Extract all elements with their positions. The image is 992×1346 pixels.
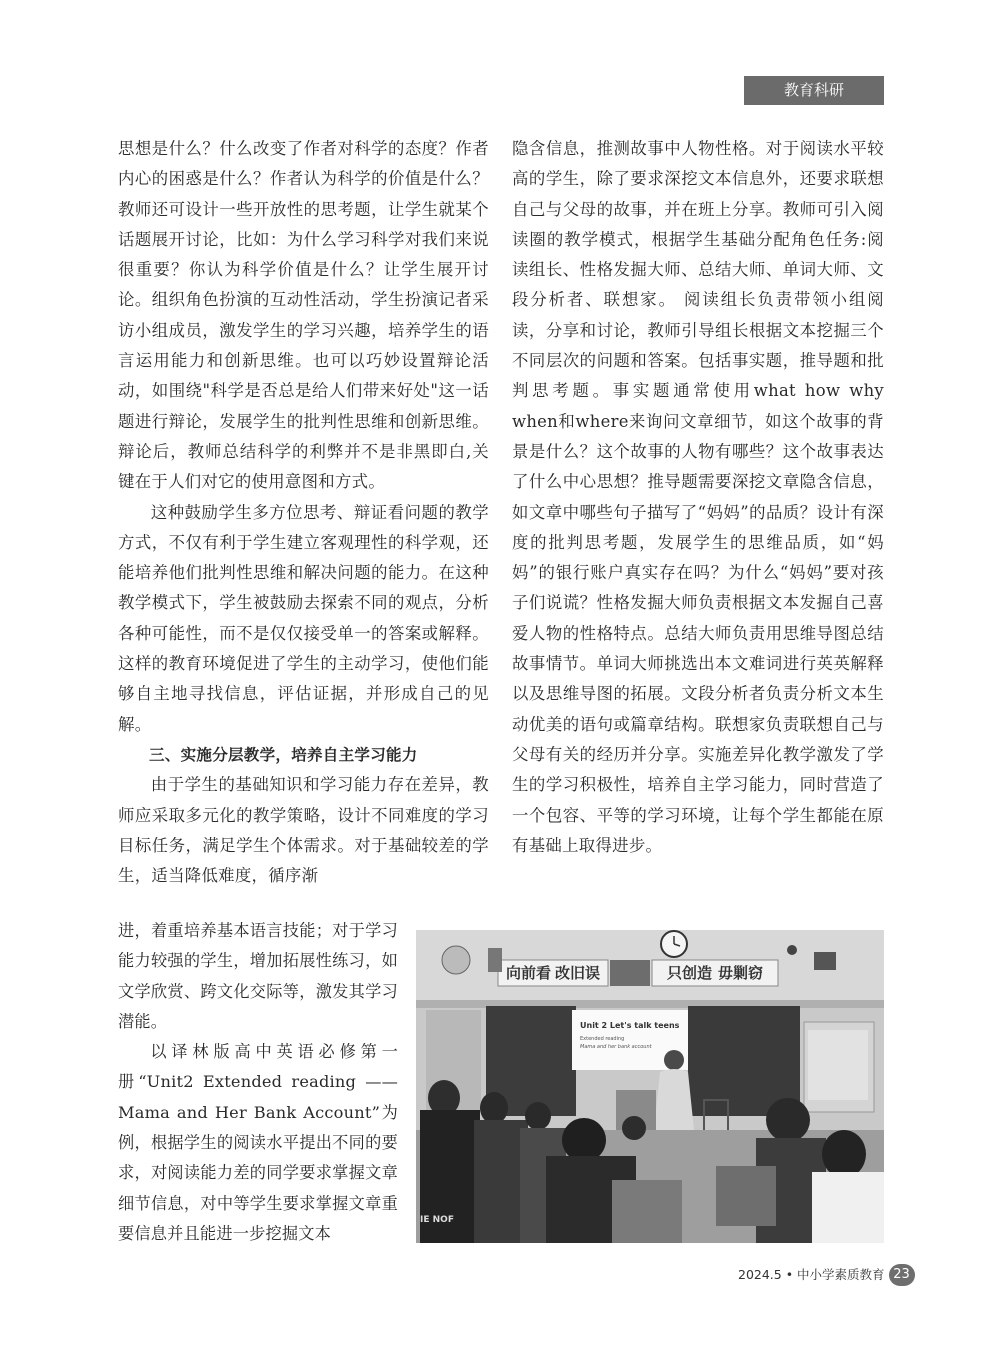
paragraph: 思想是什么？什么改变了作者对科学的态度？作者内心的困惑是什么？作者认为科学的价值是什么？教师还可设计一些开放性的思考题，让学生就某个话题展开讨论，比如：为什么学习科学对我们来说很重要？你认为科学价值是什么？让学生展开讨论。组织角色扮演的互动性活动，学生扮演记者采访小组成员，激发学生的学习兴趣，培养学生的语言运用能力和创新思维。也可以巧妙设置辩论活动，如围绕"科学是否总是给人们带来好处"这一话题进行辩论，发展学生的批判性思维和创新思维。辩论后，教师总结科学的利弊并不是非黑即白,关键在于人们对它的使用意图和方式。 [118,139,489,492]
slide-subtitle: Mama and her bank account [580,1044,652,1050]
section-heading: 三、实施分层教学，培养自主学习能力 [149,745,418,764]
journal-issue: 2024.5 • 中小学素质教育 [738,1266,885,1282]
banner-text: 向前看 [505,964,551,982]
paragraph: 以译林版高中英语必修第一册“Unit2 Extended reading —— Mama and Her Bank Account”为例，根据学生的阅读水平提出不同的要求，对阅读能力差的同学要求掌握文章细节信息，对中等学生要求掌握文章重要信息并且能进一步挖掘文本 [118,1042,398,1243]
paragraph: 进，着重培养基本语言技能；对于学习能力较强的学生，增加拓展性练习，如文学欣赏、跨文化交际等，激发其学习潜能。 [118,921,398,1031]
slide-subtitle: Extended reading [580,1036,625,1042]
shirt-text: IE NOF [420,1215,454,1225]
banner-text: 改旧误 [555,964,601,982]
left-column [118,134,489,891]
paragraph: 这种鼓励学生多方位思考、辩证看问题的教学方式，不仅有利于学生建立客观理性的科学观，还能培养他们批判性思维和解决问题的能力。在这种教学模式下，学生被鼓励去探索不同的观点，分析各种可能性，而不是仅仅接受单一的答案或解释。这样的教育环境促进了学生的主动学习，使他们能够自主地寻找信息，评估证据，并形成自己的见解。 [118,502,489,734]
page-number: 23 [889,1264,915,1286]
right-column [512,134,884,861]
paragraph: 隐含信息，推测故事中人物性格。对于阅读水平较高的学生，除了要求深挖文本信息外，还要求联想自己与父母的故事，并在班上分享。教师可引入阅读圈的教学模式，根据学生基础分配角色任务:阅读组长、性格发掘大师、总结大师、单词大师、文段分析者、联想家。 阅读组长负责带领小组阅读，分享和讨论，教师引导组长根据文本挖掘三个不同层次的问题和答案。包括事实题，推导题和批判思考题。事实题通常使用what how why when和where来询问文章细节，如这个故事的背景是什么？这个故事的人物有哪些？这个故事表达了什么中心思想？推导题需要深挖文章隐含信息，如文章中哪些句子描写了“妈妈”的品质？设计有深度的批判思考题，发展学生的思维品质，如“妈妈”的银行账户真实存在吗？为什么“妈妈”要对孩子们说谎？性格发掘大师负责根据文本发掘自己喜爱人物的性格特点。总结大师负责用思维导图总结故事情节。单词大师挑选出本文难词进行英英解释以及思维导图的拓展。文段分析者负责分析文本生动优美的语句或篇章结构。联想家负责联想自己与父母有关的经历并分享。实施差异化教学激发了学生的学习积极性，培养自主学习能力，同时营造了一个包容、平等的学习环境，让每个学生都能在原有基础上取得进步。 [512,139,884,855]
banner-text: 只创造 [666,964,712,982]
paragraph: 由于学生的基础知识和学习能力存在差异，教师应采取多元化的教学策略，设计不同难度的学习目标任务，满足学生个体需求。对于基础较差的学生，适当降低难度，循序渐 [118,775,489,886]
footer [738,1262,915,1286]
classroom-photo [416,930,884,1243]
narrow-column [118,916,398,1249]
section-tag: 教育科研 [744,76,884,105]
slide-title: Unit 2 Let's talk teens [580,1021,680,1030]
banner-text: 毋剿窃 [718,964,764,982]
